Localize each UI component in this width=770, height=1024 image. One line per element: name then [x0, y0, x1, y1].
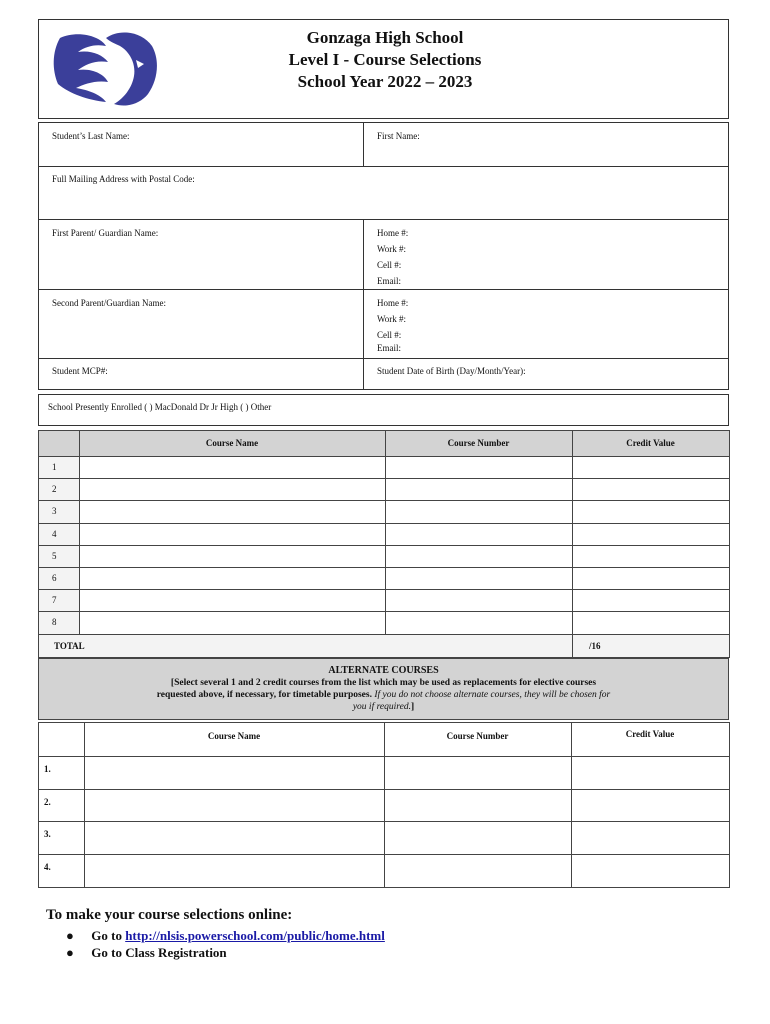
alt-row-number: 3. [44, 829, 51, 840]
course-input-cell[interactable] [572, 500, 730, 523]
alt-input-cell[interactable] [571, 789, 730, 823]
alt-header-label: Credit Value [625, 729, 675, 739]
course-input-cell[interactable] [572, 567, 730, 590]
parent2-work-field[interactable]: Work #: [377, 314, 407, 324]
course-input-cell[interactable] [572, 589, 730, 612]
alt-row-number: 2. [44, 796, 51, 807]
alternate-line1: [Select several 1 and 2 credit courses from the list which may be used as replacements for elective courses [170, 678, 597, 688]
parent1-cell-field[interactable]: Cell #: [377, 260, 402, 270]
course-header-label: Credit Value [626, 438, 675, 448]
total-cell [38, 634, 573, 658]
row-number-cell [38, 500, 80, 523]
row-number: 2 [52, 484, 57, 495]
parent1-work-field[interactable]: Work #: [377, 244, 407, 254]
bullet2-text: Go to Class Registration [91, 945, 227, 960]
alternate-title: ALTERNATE COURSES [328, 665, 439, 676]
alt-input-cell[interactable] [384, 789, 572, 823]
row-number-cell [38, 589, 80, 612]
divider [363, 219, 364, 390]
alt-input-cell[interactable] [84, 821, 385, 855]
row-number: 6 [52, 573, 57, 583]
alt-input-cell[interactable] [84, 756, 385, 790]
row-number: 4 [52, 528, 57, 539]
course-input-cell[interactable] [79, 500, 386, 523]
school-year: School Year 2022 – 2023 [297, 72, 473, 91]
course-input-cell[interactable] [572, 523, 730, 546]
alt-input-cell[interactable] [384, 854, 572, 888]
first-name-field[interactable]: First Name: [377, 131, 420, 141]
row-number-cell [38, 456, 80, 479]
alt-input-cell[interactable] [84, 789, 385, 823]
alternate-line3-end: ] [410, 702, 415, 712]
address-field[interactable]: Full Mailing Address with Postal Code: [52, 174, 195, 184]
course-input-cell[interactable] [385, 545, 573, 568]
divider [38, 358, 729, 359]
parent2-email-field[interactable]: Email: [377, 343, 401, 353]
alternate-line3 [38, 702, 729, 712]
course-input-cell[interactable] [79, 523, 386, 546]
alt-input-cell[interactable] [571, 854, 730, 888]
alt-input-cell[interactable] [84, 854, 385, 888]
alt-input-cell[interactable] [571, 821, 730, 855]
school-name: Gonzaga High School [306, 28, 464, 47]
alt-input-cell[interactable] [384, 821, 572, 855]
course-input-cell[interactable] [79, 456, 386, 479]
alternate-line2-bold: requested above, if necessary, for timetable purposes. [156, 690, 372, 700]
row-number: 1 [52, 462, 57, 472]
alternate-line3-italic: you if required. [352, 702, 411, 712]
course-header-label: Course Number [447, 438, 510, 448]
alt-row-number: 1. [44, 764, 51, 774]
row-number-cell [38, 545, 80, 568]
row-number: 5 [52, 550, 57, 561]
course-header-cell [38, 430, 80, 457]
parent1-home-field[interactable]: Home #: [377, 228, 409, 238]
course-input-cell[interactable] [385, 523, 573, 546]
alternate-line2 [38, 690, 729, 700]
parent1-name-field[interactable]: First Parent/ Guardian Name: [52, 228, 159, 238]
parent2-home-field[interactable]: Home #: [377, 298, 409, 308]
alt-header-label: Course Name [207, 731, 261, 741]
divider [363, 122, 364, 166]
divider [38, 166, 729, 167]
divider [38, 219, 729, 220]
divider [38, 289, 729, 290]
row-number-cell [38, 567, 80, 590]
alt-header-cell [38, 722, 85, 757]
course-input-cell[interactable] [79, 589, 386, 612]
powerschool-link[interactable]: http://nlsis.powerschool.com/public/home.html [125, 928, 385, 943]
form-title: Level I - Course Selections [288, 50, 482, 69]
course-input-cell[interactable] [572, 478, 730, 501]
course-input-cell[interactable] [572, 545, 730, 568]
alt-input-cell[interactable] [384, 756, 572, 790]
course-header-label: Course Name [205, 438, 259, 448]
alt-input-cell[interactable] [571, 756, 730, 790]
row-number: 3 [52, 506, 57, 517]
total-value: /16 [589, 640, 601, 651]
parent2-name-field[interactable]: Second Parent/Guardian Name: [52, 298, 166, 308]
course-input-cell[interactable] [79, 567, 386, 590]
alt-header-label: Course Number [446, 731, 509, 741]
online-heading: To make your course selections online: [46, 907, 293, 923]
course-input-cell[interactable] [572, 456, 730, 479]
course-input-cell[interactable] [385, 478, 573, 501]
parent1-email-field[interactable]: Email: [377, 276, 401, 286]
bullet-icon: ● [66, 945, 74, 960]
row-number-cell [38, 478, 80, 501]
mcp-field[interactable]: Student MCP#: [52, 366, 108, 376]
dob-field[interactable]: Student Date of Birth (Day/Month/Year): [377, 366, 526, 376]
bullet-icon: ● [66, 928, 74, 943]
course-input-cell[interactable] [385, 589, 573, 612]
parent2-cell-field[interactable]: Cell #: [377, 330, 402, 340]
row-number: 7 [52, 595, 57, 606]
course-input-cell[interactable] [79, 478, 386, 501]
course-input-cell[interactable] [385, 567, 573, 590]
online-bullet-2 [66, 945, 227, 961]
alternate-line2-italic: If you do not choose alternate courses, they will be chosen for [371, 690, 611, 700]
course-input-cell[interactable] [79, 611, 386, 634]
school-enrolled-field[interactable]: School Presently Enrolled ( ) MacDonald Dr Jr High ( ) Other [48, 402, 272, 412]
last-name-field[interactable]: Student’s Last Name: [52, 131, 130, 141]
bullet1-prefix: Go to [91, 928, 126, 943]
row-number-cell [38, 523, 80, 546]
course-input-cell[interactable] [385, 611, 573, 634]
course-input-cell[interactable] [79, 545, 386, 568]
course-input-cell[interactable] [572, 611, 730, 634]
total-label: TOTAL [54, 640, 85, 651]
row-number: 8 [52, 617, 57, 628]
alt-row-number: 4. [44, 862, 51, 873]
row-number-cell [38, 611, 80, 634]
course-input-cell[interactable] [385, 456, 573, 479]
alt-header-cell [571, 722, 730, 757]
online-bullet-1 [66, 928, 385, 944]
course-input-cell[interactable] [385, 500, 573, 523]
